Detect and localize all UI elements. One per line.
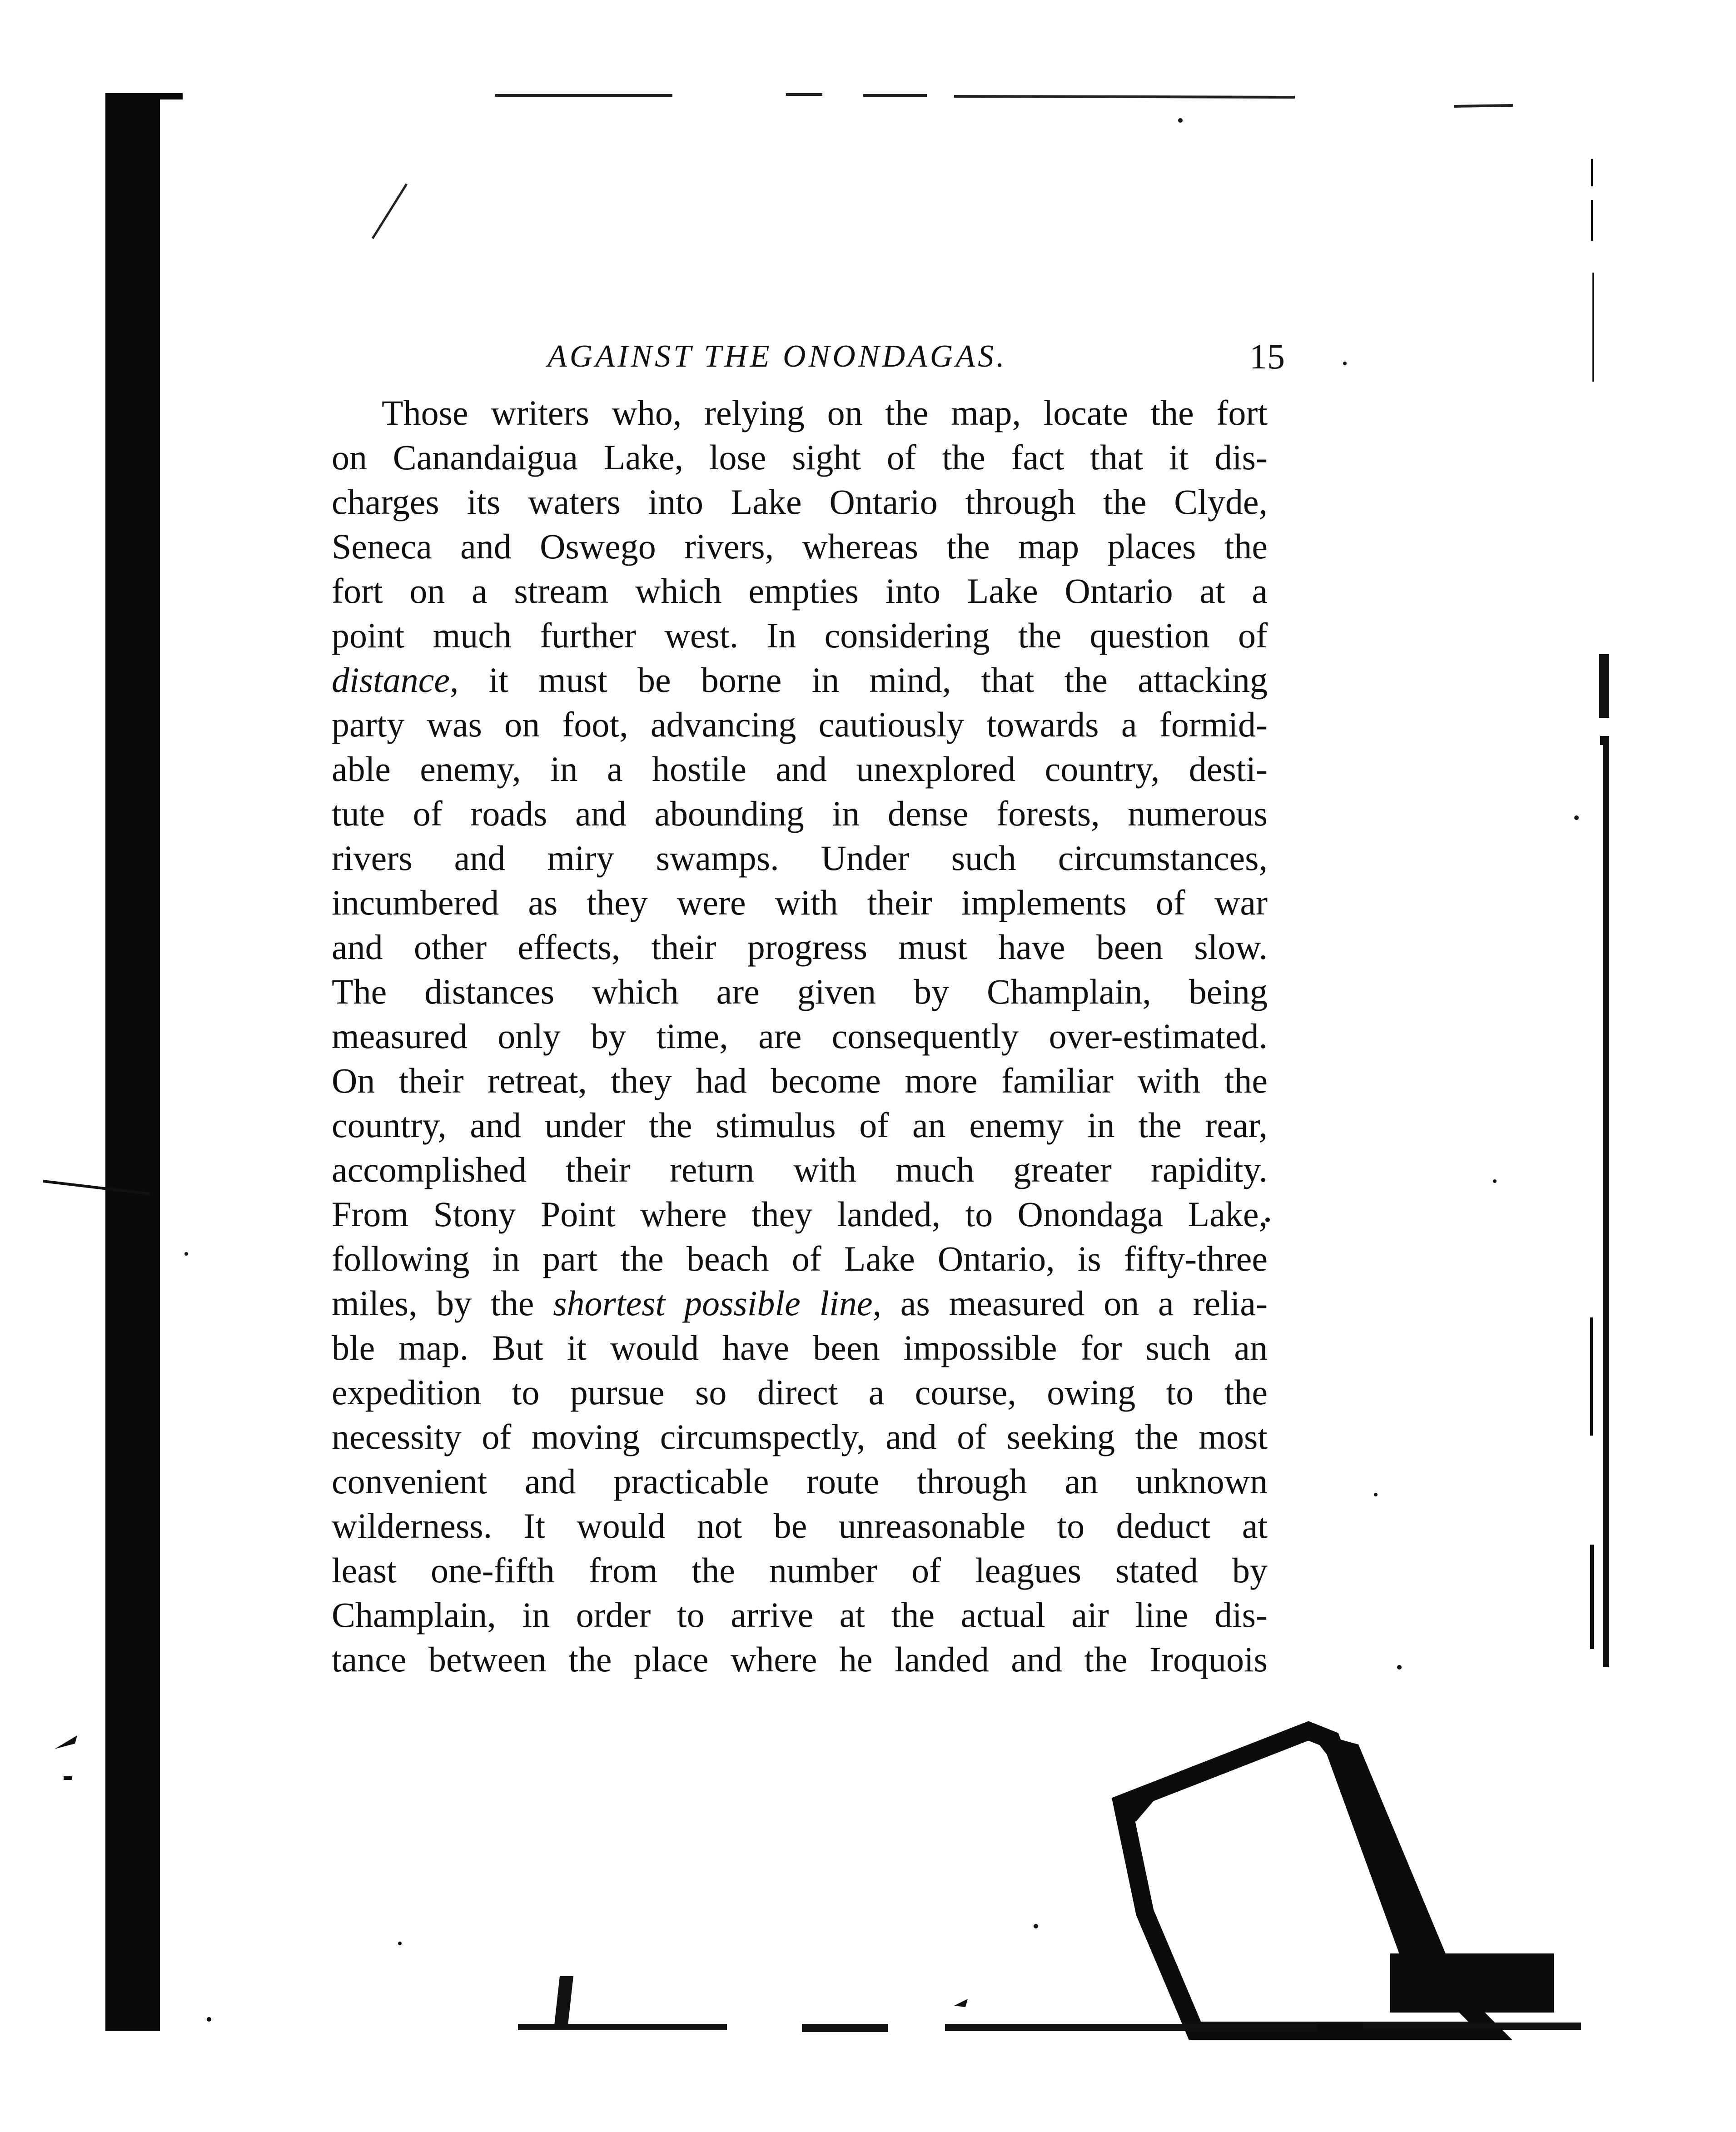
text-line: tance between the place where he landed and the Iroquois [332, 1640, 1268, 1679]
text-line: measured only by time, are consequently over-estimated. [332, 1016, 1268, 1056]
text-line: point much further west. In considering the question of [332, 616, 1268, 655]
top-scan-border [495, 94, 1513, 106]
text-line: convenient and practicable route through an unknown [332, 1461, 1268, 1501]
text-line: charges its waters into Lake Ontario through the Clyde, [332, 482, 1268, 522]
binding-edge [105, 93, 160, 2031]
text-line: From Stony Point where they landed, to Onondaga Lake, [332, 1194, 1268, 1234]
text-line [332, 658, 1268, 702]
text-line: ble map. But it would have been impossible for such an [332, 1328, 1268, 1367]
right-edge-marks [1590, 159, 1609, 1667]
text-line: Those writers who, relying on the map, locate the fort [382, 393, 1268, 432]
text-segment: it must be borne in mind, that the attacking [458, 660, 1268, 700]
text-line [332, 1281, 1268, 1326]
text-line: necessity of moving circumspectly, and of seeking the most [332, 1417, 1268, 1456]
text-line: following in part the beach of Lake Ontario, is fifty-three [332, 1239, 1268, 1278]
binding-edge-top [105, 93, 183, 99]
text-line: able enemy, in a hostile and unexplored country, desti- [332, 749, 1268, 789]
text-line: tute of roads and abounding in dense forests, numerous [332, 794, 1268, 833]
text-segment: miles, by the [332, 1283, 553, 1323]
text-line: party was on foot, advancing cautiously towards a formid- [332, 705, 1268, 744]
text-line: country, and under the stimulus of an enemy in the rear, [332, 1105, 1268, 1145]
text-line: on Canandaigua Lake, lose sight of the fact that it dis- [332, 437, 1268, 477]
text-line: incumbered as they were with their implements of war [332, 883, 1268, 922]
text-line: and other effects, their progress must have been slow. [332, 927, 1268, 967]
body-text [332, 391, 1268, 1682]
italic-word: distance, [332, 660, 459, 700]
text-segment: as measured on a relia- [881, 1283, 1268, 1323]
text-line: rivers and miry swamps. Under such circumstances, [332, 838, 1268, 878]
text-line: wilderness. It would not be unreasonable to deduct at [332, 1506, 1268, 1546]
page-header [547, 332, 1285, 386]
text-line: Seneca and Oswego rivers, whereas the map places the [332, 527, 1268, 566]
text-line: On their retreat, they had become more familiar with the [332, 1061, 1268, 1100]
text-line: expedition to pursue so direct a course, owing to the [332, 1372, 1268, 1412]
text-line: Champlain, in order to arrive at the actual air line dis- [332, 1595, 1268, 1635]
italic-phrase: shortest possible line, [553, 1283, 881, 1323]
text-line: least one-fifth from the number of leagues stated by [332, 1551, 1268, 1590]
text-line: The distances which are given by Champlain, being [332, 972, 1268, 1011]
bottom-right-smudge [1122, 1731, 1554, 2031]
text-line: fort on a stream which empties into Lake Ontario at a [332, 571, 1268, 611]
page-number: 15 [1249, 337, 1285, 376]
stray-slash-mark [373, 184, 407, 239]
text-line: accomplished their return with much greater rapidity. [332, 1150, 1268, 1189]
running-title: AGAINST THE ONONDAGAS. [547, 339, 1007, 374]
